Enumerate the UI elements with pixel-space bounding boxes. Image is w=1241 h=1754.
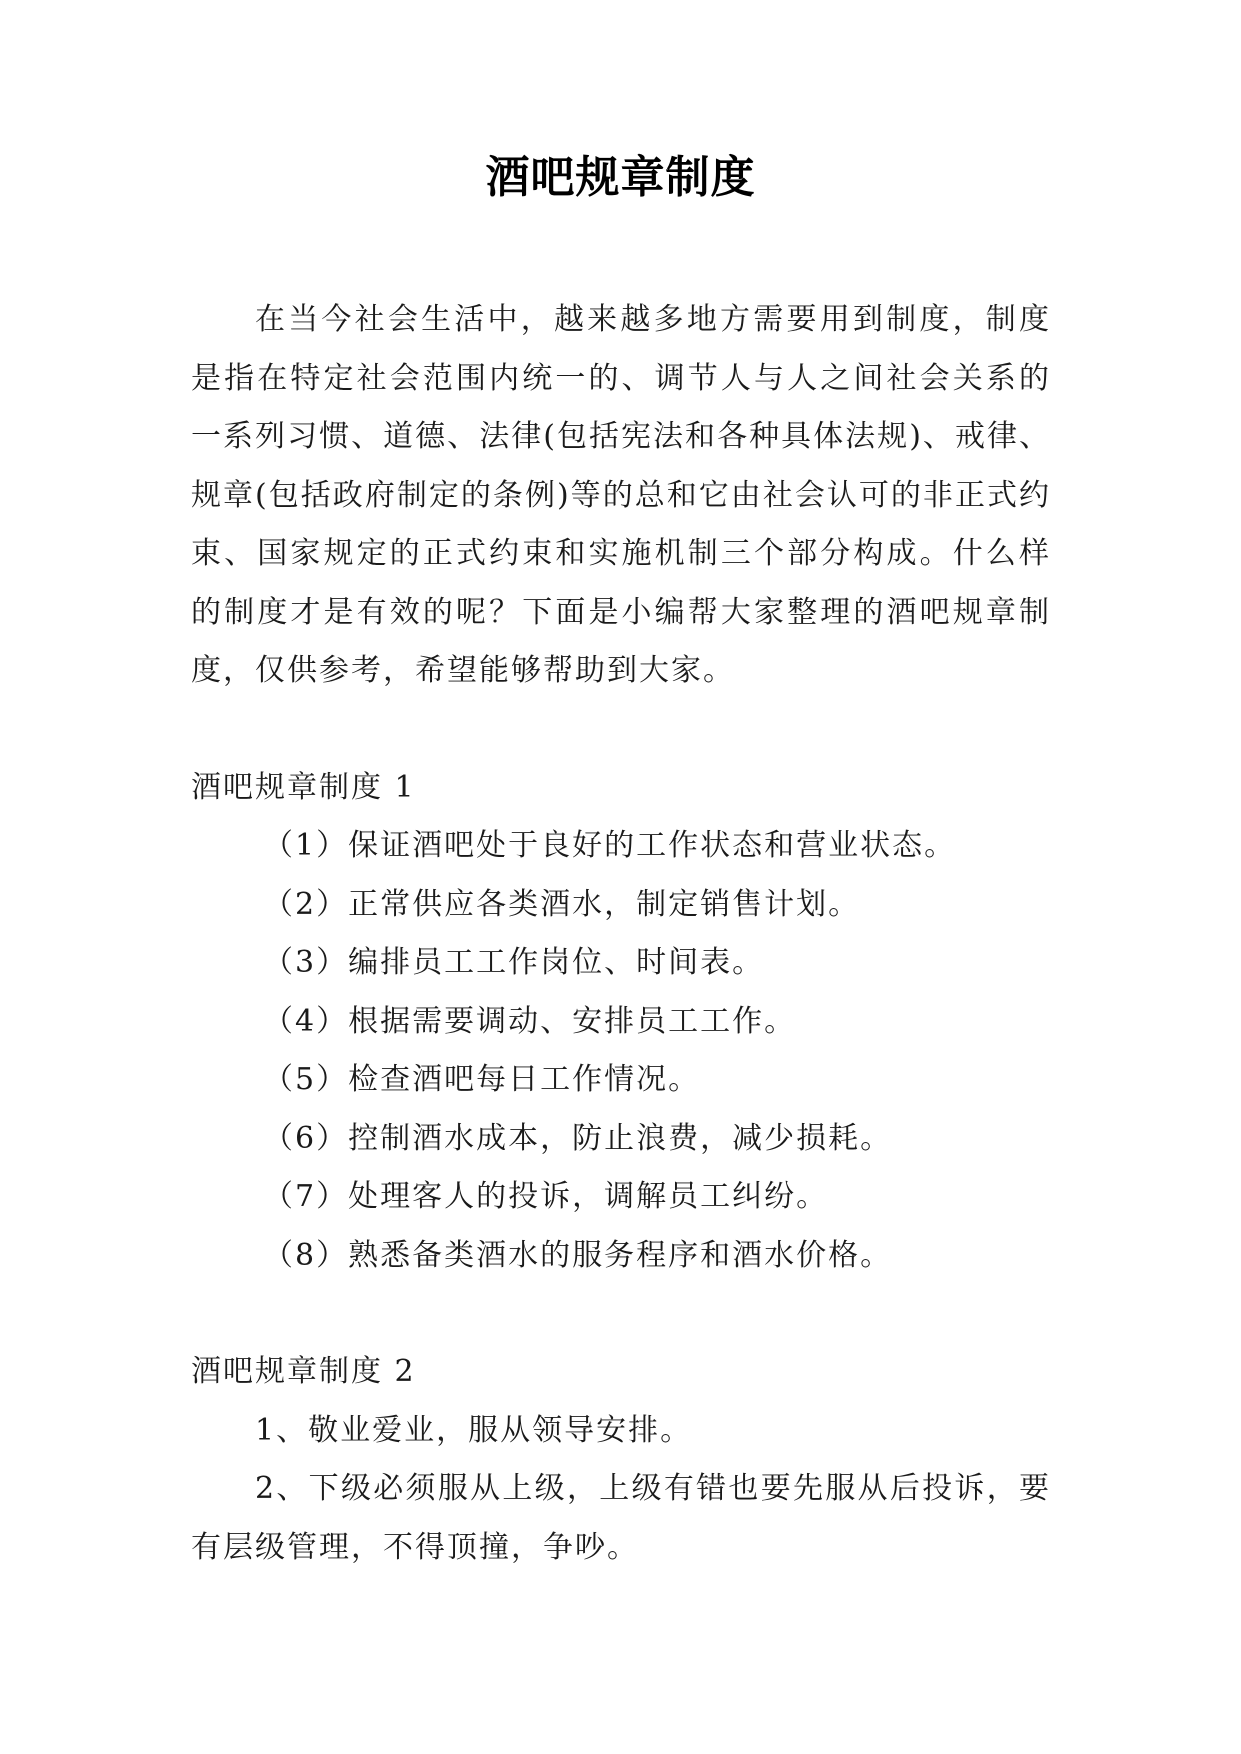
list-item: （7）处理客人的投诉，调解员工纠纷。: [263, 1179, 829, 1214]
list-item: 1、敬业爱业，服从领导安排。: [255, 1412, 693, 1448]
section-heading-1: 酒吧规章制度 1: [191, 769, 416, 805]
intro-paragraph: 在当今社会生活中，越来越多地方需要用到制度，制度是指在特定社会范围内统一的、调节人与人之间社会关系的一系列习惯、道德、法律(包括宪法和各种具体法规)、戒律、规章(包括政府制定的条例)等的总和它由社会认可的非正式约束、国家规定的正式约束和实施机制三个部分构成。什么样的制度才是有效的呢？下面是小编帮大家整理的酒吧规章制度，仅供参考，希望能够帮助到大家。: [191, 302, 1051, 688]
list-item: 2、下级必须服从上级，上级有错也要先服从后投诉，要有层级管理，不得顶撞，争吵。: [191, 1471, 1051, 1565]
spacer: [191, 1285, 1051, 1343]
list-item: （8）熟悉备类酒水的服务程序和酒水价格。: [263, 1237, 893, 1273]
document-title: 酒吧规章制度: [485, 152, 756, 203]
document-body: [191, 291, 1051, 1577]
list-item: （2）正常供应各类酒水，制定销售计划。: [263, 886, 861, 922]
list-item: （5）检查酒吧每日工作情况。: [263, 1062, 701, 1097]
list-item: （6）控制酒水成本，防止浪费，减少损耗。: [263, 1120, 893, 1156]
list-item: （4）根据需要调动、安排员工工作。: [263, 1003, 797, 1039]
spacer: [191, 701, 1051, 759]
list-item: （1）保证酒吧处于良好的工作状态和营业状态。: [263, 828, 957, 863]
list-item: （3）编排员工工作岗位、时间表。: [263, 945, 765, 980]
section-heading-2: 酒吧规章制度 2: [191, 1354, 416, 1389]
